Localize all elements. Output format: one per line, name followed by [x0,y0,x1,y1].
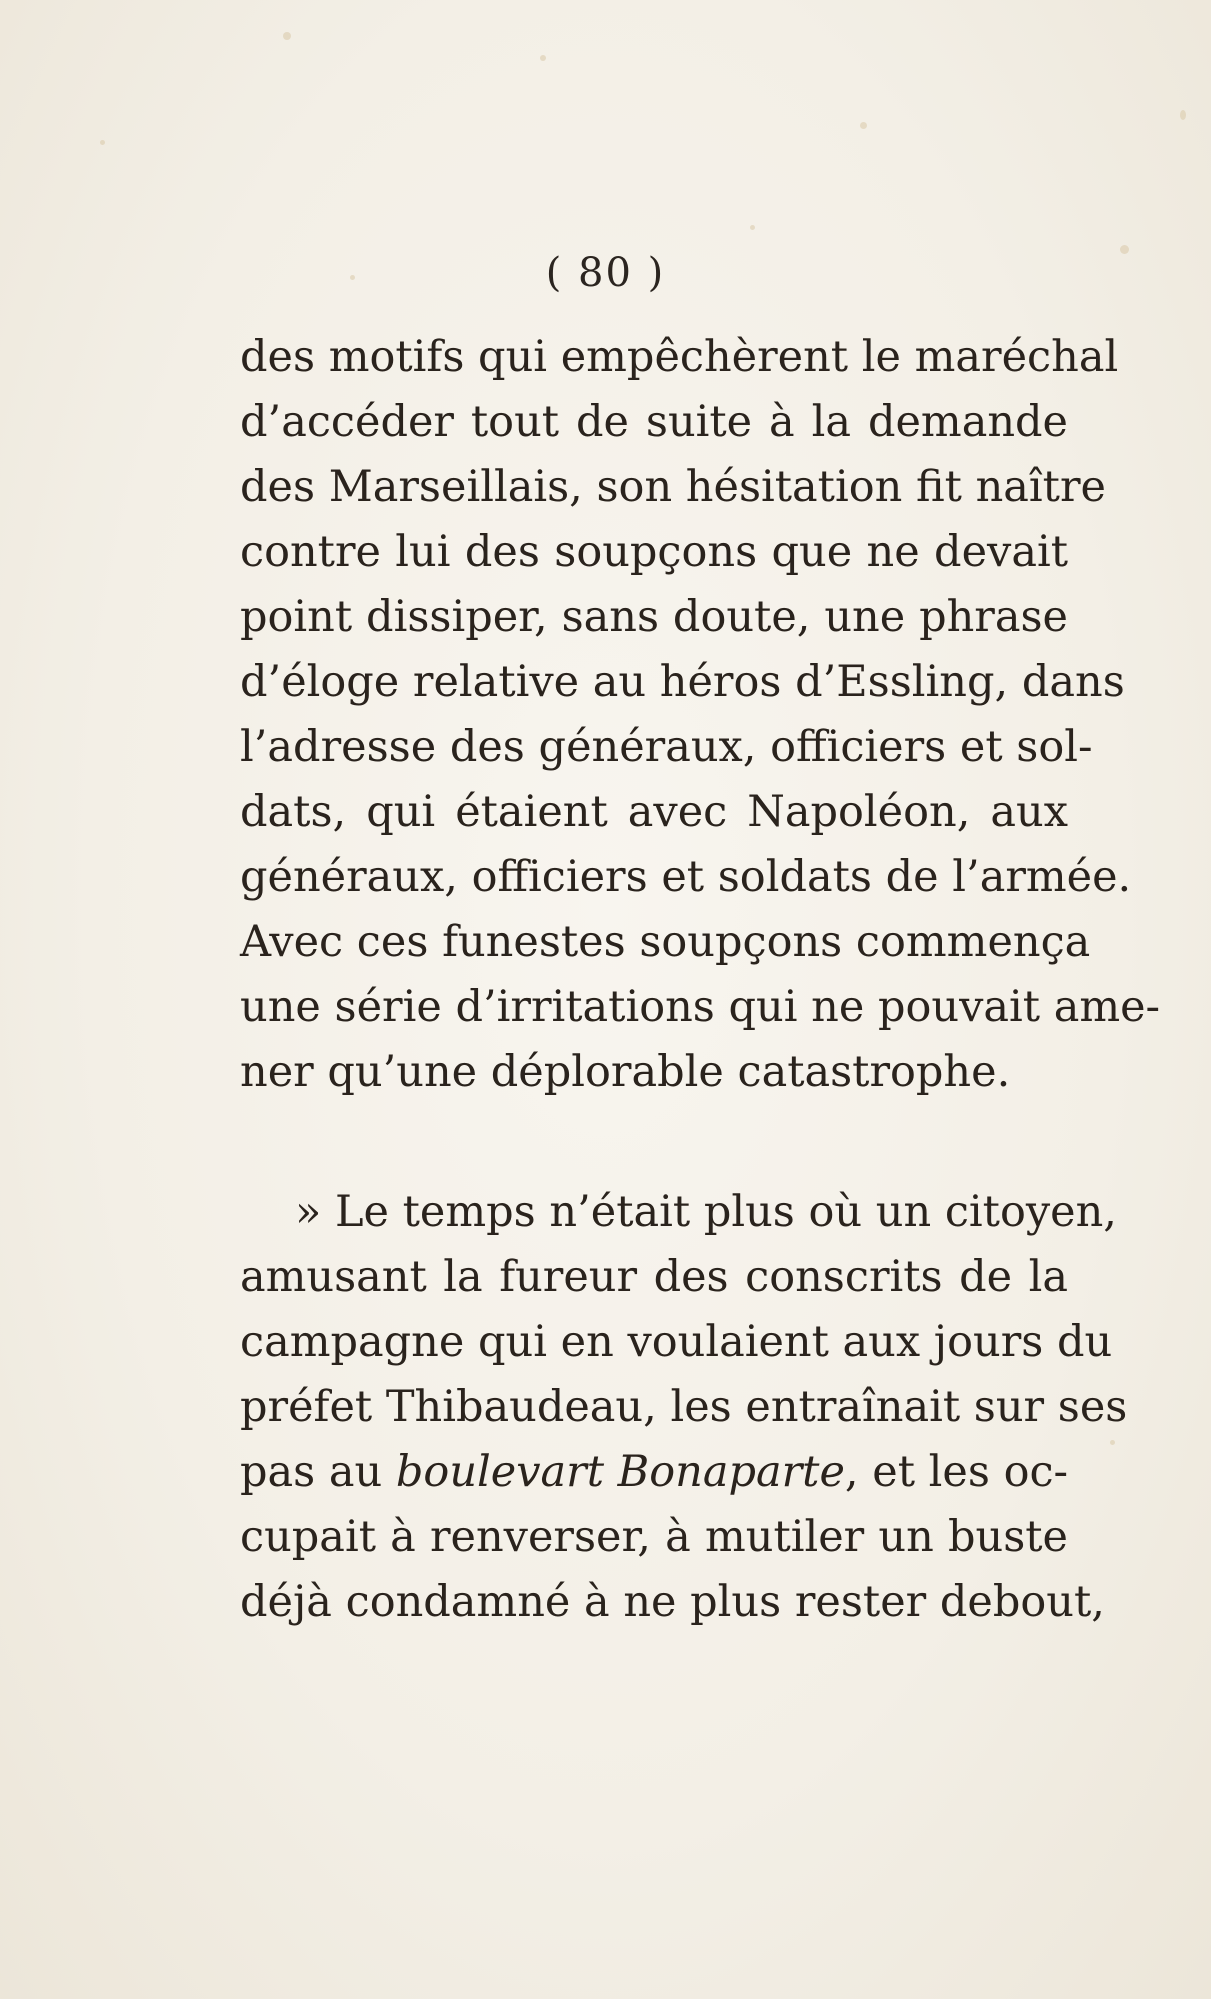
paragraph-1 [240,325,1161,1105]
foxing-spot [100,140,105,145]
text-run: , et les oc- [844,1447,1069,1497]
text-line: contre lui des soupçons que ne devait [240,527,1068,577]
text-line: dats, qui étaient avec Napoléon, aux [240,787,1068,837]
text-line-mixed [240,1440,1068,1505]
body-text [240,325,1161,1635]
paragraph-2 [240,1180,1128,1635]
text-line: Avec ces funestes soupçons commença [240,917,1091,967]
foxing-spot [540,55,546,61]
text-line: préfet Thibaudeau, les entraînait sur ses [240,1382,1128,1432]
foxing-spot [750,225,755,230]
text-run: pas au [240,1447,383,1497]
foxing-spot [860,122,867,129]
text-line: d’accéder tout de suite à la demande [240,397,1068,447]
foxing-spot [1110,1440,1115,1445]
text-line: des motifs qui empêchèrent le maréchal [240,332,1119,382]
text-line: des Marseillais, son hésitation fit naître [240,462,1106,512]
text-line: amusant la fureur des conscrits de la [240,1252,1068,1302]
italic-text-run: boulevart Bonaparte [395,1447,845,1497]
foxing-spot [283,32,291,40]
foxing-spot [1180,110,1186,120]
text-line: généraux, officiers et soldats de l’armée. [240,852,1132,902]
page-number: ( 80 ) [545,250,666,296]
text-line: une série d’irritations qui ne pouvait ame- [240,982,1161,1032]
text-line: d’éloge relative au héros d’Essling, dans [240,657,1125,707]
text-line: l’adresse des généraux, officiers et sol- [240,722,1093,772]
text-line: campagne qui en voulaient aux jours du [240,1317,1113,1367]
text-line: cupait à renverser, à mutiler un buste [240,1512,1068,1562]
paragraph-gap [240,1105,1068,1180]
text-line: déjà condamné à ne plus rester debout, [240,1577,1105,1627]
text-line: point dissiper, sans doute, une phrase [240,592,1068,642]
text-line: » Le temps n’était plus où un citoyen, [295,1187,1117,1237]
text-line: ner qu’une déplorable catastrophe. [240,1047,1011,1097]
